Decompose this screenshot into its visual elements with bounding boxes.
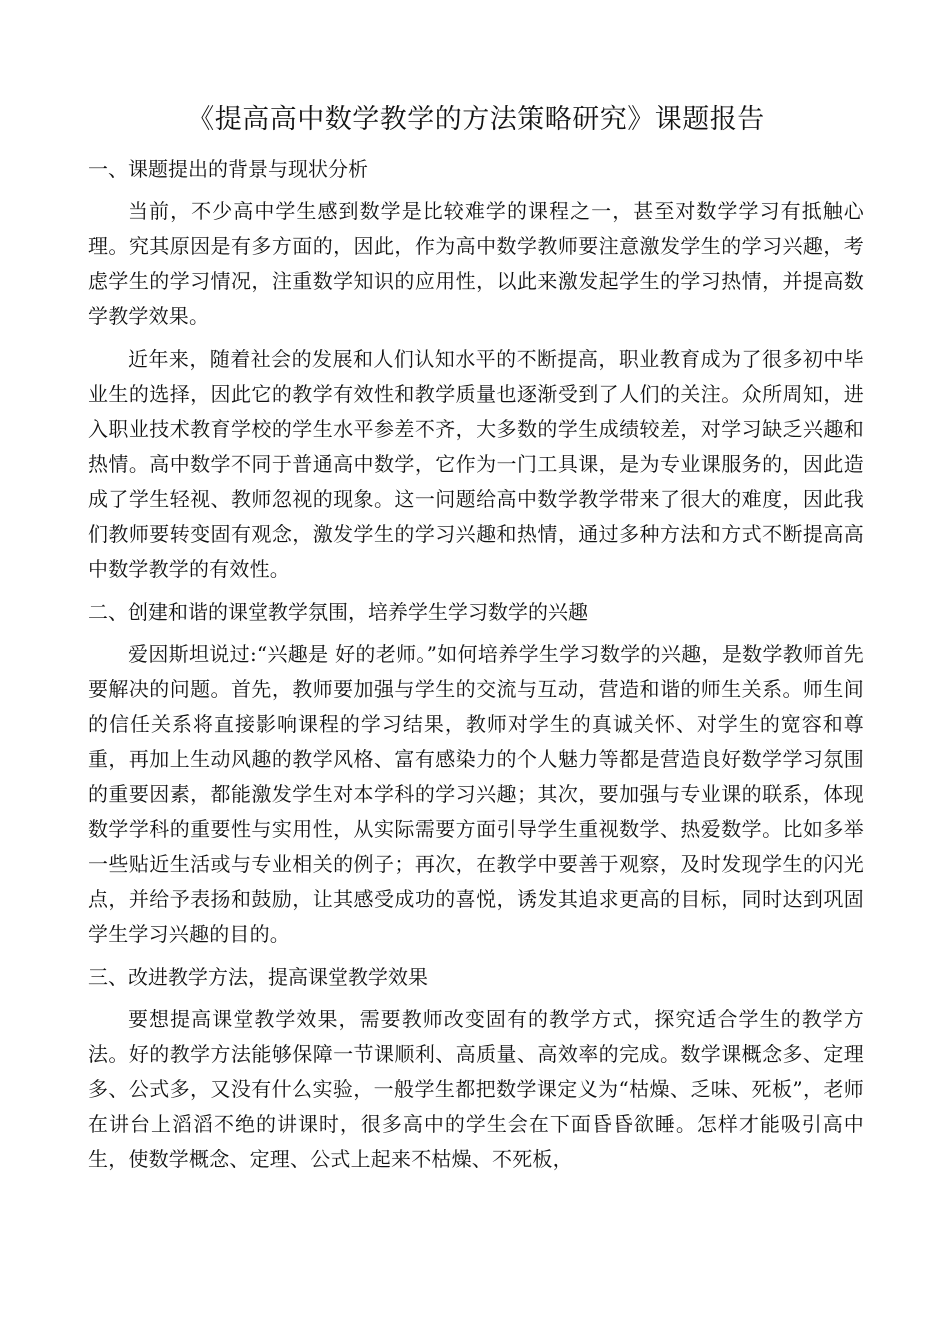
section-heading: 一、课题提出的背景与现状分析 bbox=[88, 157, 368, 181]
section-teaching-methods bbox=[88, 960, 864, 1177]
paragraph: 近年来，随着社会的发展和人们认知水平的不断提高，职业教育成为了很多初中毕业生的选择，因此它的教学有效性和教学质量也逐渐受到了人们的关注。众所周知，进入职业技术教育学校的学生水平参差不齐，大多数的学生成绩较差，对学习缺乏兴趣和热情。高中数学不同于普通高中数学，它作为一门工具课，是为专业课服务的，因此造成了学生轻视、教师忽视的现象。这一问题给高中数学教学带来了很大的难度，因此我们教师要转变固有观念，激发学生的学习兴趣和热情，通过多种方法和方式不断提高高中数学教学的有效性。 bbox=[88, 347, 864, 581]
document-title: 《提高高中数学教学的方法策略研究》课题报告 bbox=[187, 104, 765, 135]
paragraph: 要想提高课堂教学效果，需要教师改变固有的教学方式，探究适合学生的教学方法。好的教学方法能够保障一节课顺利、高质量、高效率的完成。数学课概念多、定理多、公式多，又没有什么实验，一般学生都把数学课定义为“枯燥、乏味、死板”，老师在讲台上滔滔不绝的讲课时，很多高中的学生会在下面昏昏欲睡。怎样才能吸引高中生，使数学概念、定理、公式上起来不枯燥、不死板， bbox=[88, 1007, 864, 1171]
section-classroom-atmosphere bbox=[88, 595, 864, 952]
document-page bbox=[88, 100, 864, 1185]
section-heading: 二、创建和谐的课堂教学氛围，培养学生学习数学的兴趣 bbox=[88, 600, 588, 624]
paragraph: 当前，不少高中学生感到数学是比较难学的课程之一，甚至对数学学习有抵触心理。究其原因是有多方面的，因此，作为高中数学教师要注意激发学生的学习兴趣，考虑学生的学习情况，注重数学知识的应用性，以此来激发起学生的学习热情，并提高数学教学效果。 bbox=[88, 199, 864, 328]
paragraph: 爱因斯坦说过:“兴趣是 好的老师。”如何培养学生学习数学的兴趣，是数学教师首先要解决的问题。首先，教师要加强与学生的交流与互动，营造和谐的师生关系。师生间的信任关系将直接影响课程的学习结果，教师对学生的真诚关怀、对学生的宽容和尊重，再加上生动风趣的教学风格、富有感染力的个人魅力等都是营造良好数学学习氛围的重要因素，都能激发学生对本学科的学习兴趣；其次，要加强与专业课的联系，体现数学学科的重要性与实用性，从实际需要方面引导学生重视数学、热爱数学。比如多举一些贴近生活或与专业相关的例子；再次，在教学中要善于观察，及时发现学生的闪光点，并给予表扬和鼓励，让其感受成功的喜悦，诱发其追求更高的目标，同时达到巩固学生学习兴趣的目的。 bbox=[88, 642, 864, 946]
section-background bbox=[88, 152, 864, 587]
section-heading: 三、改进教学方法，提高课堂教学效果 bbox=[88, 965, 428, 989]
